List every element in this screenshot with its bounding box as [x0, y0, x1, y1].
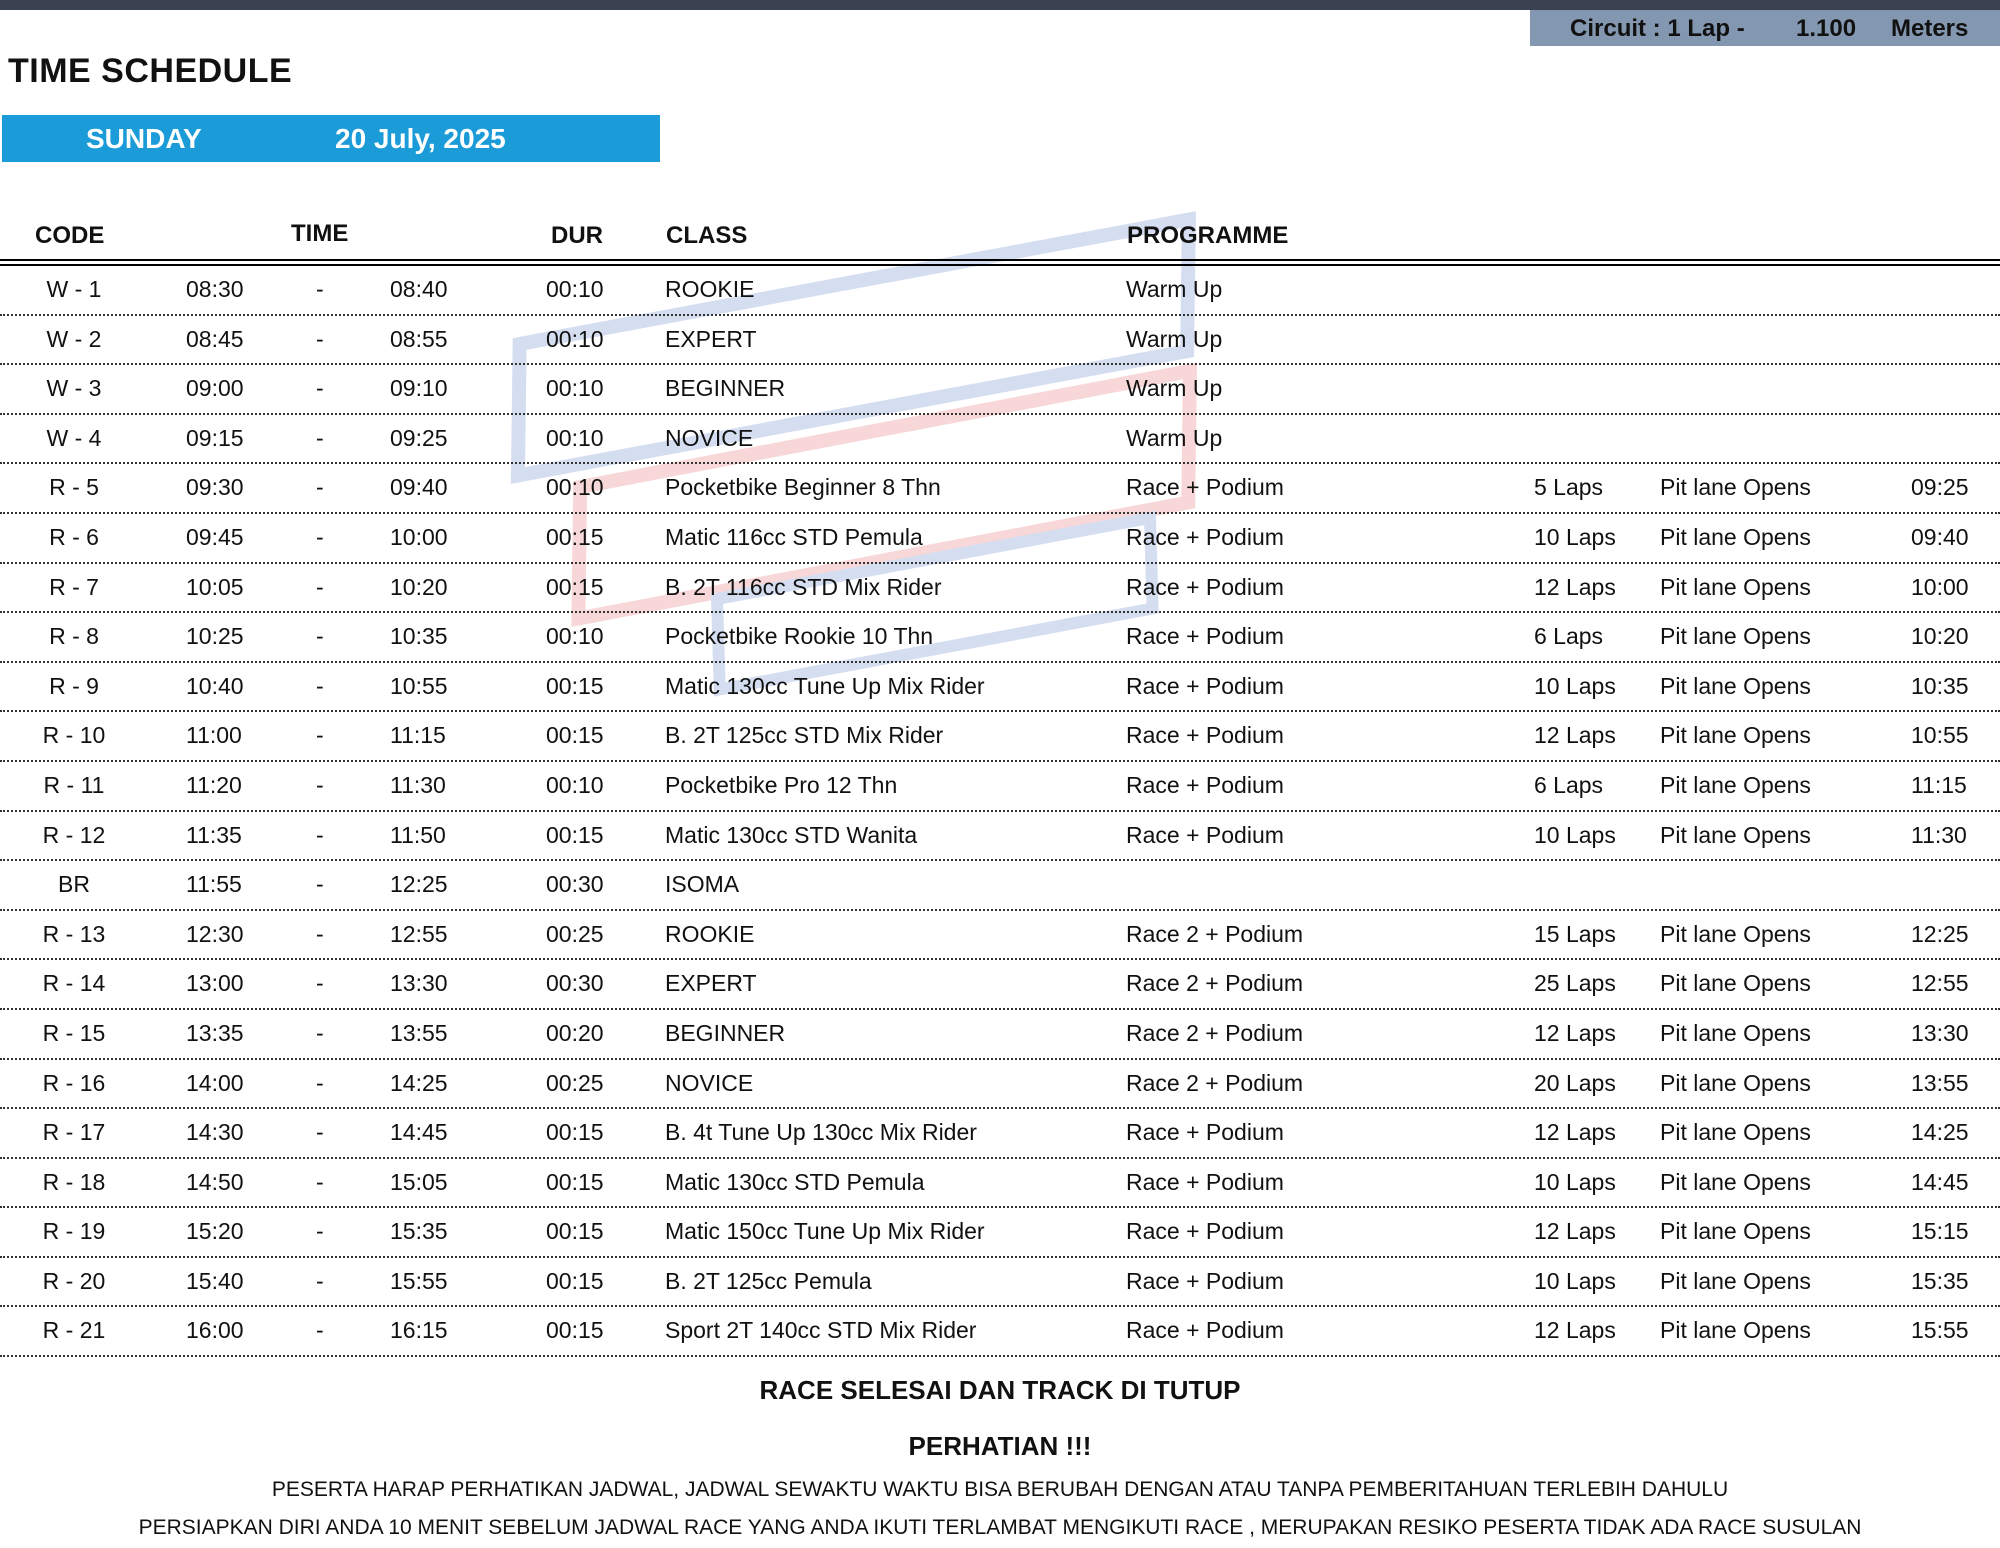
row-duration: 00:15: [546, 1218, 604, 1245]
row-programme: Warm Up: [1126, 424, 1223, 451]
row-class: BEGINNER: [665, 375, 786, 402]
row-pit-label: Pit lane Opens: [1660, 821, 1811, 848]
row-time-separator: -: [316, 375, 324, 402]
row-start-time: 09:30: [186, 474, 244, 501]
table-row: [0, 266, 2000, 316]
row-programme: Race 2 + Podium: [1126, 1069, 1304, 1096]
row-end-time: 15:35: [390, 1218, 448, 1245]
row-programme: Race 2 + Podium: [1126, 1019, 1304, 1046]
row-programme: Race + Podium: [1126, 672, 1284, 699]
row-end-time: 10:20: [390, 573, 448, 600]
row-laps: 25 Laps: [1534, 970, 1616, 997]
row-start-time: 11:00: [186, 722, 242, 749]
row-duration: 00:10: [546, 424, 604, 451]
row-class: ROOKIE: [665, 920, 755, 947]
row-duration: 00:30: [546, 871, 604, 898]
row-class: EXPERT: [665, 970, 757, 997]
row-pit-open-time: 11:30: [1911, 821, 1967, 848]
row-duration: 00:15: [546, 821, 604, 848]
row-laps: 10 Laps: [1534, 1168, 1616, 1195]
row-pit-label: Pit lane Opens: [1660, 1317, 1811, 1344]
row-duration: 00:20: [546, 1019, 604, 1046]
row-laps: 5 Laps: [1534, 474, 1604, 501]
row-programme: Race + Podium: [1126, 1218, 1284, 1245]
row-end-time: 13:55: [390, 1019, 448, 1046]
row-start-time: 14:50: [186, 1168, 244, 1195]
row-pit-label: Pit lane Opens: [1660, 1267, 1811, 1294]
row-class: Pocketbike Rookie 10 Thn: [665, 623, 934, 650]
row-code: R - 21: [42, 1317, 106, 1344]
row-class: Sport 2T 140cc STD Mix Rider: [665, 1317, 977, 1344]
row-end-time: 10:35: [390, 623, 448, 650]
row-pit-label: Pit lane Opens: [1660, 623, 1811, 650]
row-time-separator: -: [316, 1069, 324, 1096]
table-row: [0, 365, 2000, 415]
row-end-time: 14:45: [390, 1119, 448, 1146]
row-start-time: 08:45: [186, 325, 244, 352]
row-end-time: 16:15: [390, 1317, 448, 1344]
row-start-time: 15:40: [186, 1267, 244, 1294]
day-name: SUNDAY: [86, 123, 202, 154]
row-start-time: 13:35: [186, 1019, 244, 1046]
row-laps: 6 Laps: [1534, 771, 1604, 798]
row-code: R - 8: [49, 623, 99, 650]
row-duration: 00:25: [546, 1069, 604, 1096]
table-row: [0, 1010, 2000, 1060]
row-end-time: 11:50: [390, 821, 446, 848]
row-start-time: 12:30: [186, 920, 244, 947]
row-programme: Race 2 + Podium: [1126, 970, 1304, 997]
row-code: R - 5: [49, 474, 99, 501]
row-start-time: 15:20: [186, 1218, 244, 1245]
row-pit-open-time: 09:40: [1911, 523, 1969, 550]
row-code: R - 20: [42, 1267, 106, 1294]
row-duration: 00:15: [546, 1317, 604, 1344]
row-pit-open-time: 10:35: [1911, 672, 1969, 699]
row-end-time: 15:55: [390, 1267, 448, 1294]
row-duration: 00:15: [546, 672, 604, 699]
row-class: B. 2T 125cc Pemula: [665, 1267, 872, 1294]
row-laps: 12 Laps: [1534, 573, 1616, 600]
row-time-separator: -: [316, 1019, 324, 1046]
row-start-time: 09:45: [186, 523, 244, 550]
row-pit-open-time: 15:35: [1911, 1267, 1969, 1294]
row-class: B. 2T 116cc STD Mix Rider: [665, 573, 942, 600]
table-row: [0, 762, 2000, 812]
row-code: R - 19: [42, 1218, 106, 1245]
table-row: [0, 712, 2000, 762]
row-class: EXPERT: [665, 325, 757, 352]
row-duration: 00:10: [546, 375, 604, 402]
row-end-time: 09:10: [390, 375, 448, 402]
row-code: R - 6: [49, 523, 99, 550]
table-row: [0, 415, 2000, 465]
row-code: W - 2: [46, 325, 102, 352]
row-end-time: 09:40: [390, 474, 448, 501]
notice-line-1: PESERTA HARAP PERHATIKAN JADWAL, JADWAL SEWAKTU WAKTU BISA BERUBAH DENGAN ATAU TANPA PEMBERITAHUAN TERLEBIH DAHULU: [271, 1478, 1729, 1501]
row-pit-label: Pit lane Opens: [1660, 1119, 1811, 1146]
table-row: [0, 464, 2000, 514]
row-duration: 00:10: [546, 474, 604, 501]
row-programme: Race + Podium: [1126, 523, 1284, 550]
row-time-separator: -: [316, 821, 324, 848]
row-programme: Race + Podium: [1126, 1119, 1284, 1146]
row-laps: 12 Laps: [1534, 1119, 1616, 1146]
row-code: R - 15: [42, 1019, 106, 1046]
row-time-separator: -: [316, 1267, 324, 1294]
row-start-time: 16:00: [186, 1317, 244, 1344]
row-class: NOVICE: [665, 424, 754, 451]
table-row: [0, 812, 2000, 862]
row-end-time: 09:25: [390, 424, 448, 451]
row-programme: Race + Podium: [1126, 474, 1284, 501]
row-end-time: 10:00: [390, 523, 448, 550]
row-duration: 00:15: [546, 1119, 604, 1146]
row-laps: 15 Laps: [1534, 920, 1616, 947]
row-duration: 00:25: [546, 920, 604, 947]
row-code: R - 10: [42, 722, 106, 749]
row-programme: Race 2 + Podium: [1126, 920, 1304, 947]
row-programme: Race + Podium: [1126, 573, 1284, 600]
row-start-time: 14:00: [186, 1069, 244, 1096]
row-code: BR: [58, 871, 90, 898]
circuit-unit: Meters: [1891, 15, 1969, 42]
row-pit-label: Pit lane Opens: [1660, 1218, 1811, 1245]
row-time-separator: -: [316, 871, 324, 898]
row-time-separator: -: [316, 276, 324, 302]
row-end-time: 12:55: [390, 920, 448, 947]
row-programme: Warm Up: [1126, 276, 1223, 302]
row-pit-open-time: 10:20: [1911, 623, 1969, 650]
row-start-time: 10:40: [186, 672, 244, 699]
row-pit-open-time: 15:15: [1911, 1218, 1969, 1245]
row-duration: 00:15: [546, 722, 604, 749]
table-row: [0, 1208, 2000, 1258]
table-row: [0, 1258, 2000, 1308]
row-duration: 00:30: [546, 970, 604, 997]
day-date: 20 July, 2025: [335, 123, 506, 154]
row-time-separator: -: [316, 523, 324, 550]
row-time-separator: -: [316, 1218, 324, 1245]
row-end-time: 14:25: [390, 1069, 448, 1096]
row-duration: 00:10: [546, 771, 604, 798]
row-pit-label: Pit lane Opens: [1660, 1019, 1811, 1046]
row-laps: 20 Laps: [1534, 1069, 1616, 1096]
row-programme: Race + Podium: [1126, 1317, 1284, 1344]
row-duration: 00:15: [546, 523, 604, 550]
row-pit-label: Pit lane Opens: [1660, 1069, 1811, 1096]
row-programme: Race + Podium: [1126, 1267, 1284, 1294]
row-programme: Warm Up: [1126, 325, 1223, 352]
row-pit-label: Pit lane Opens: [1660, 722, 1811, 749]
row-laps: 12 Laps: [1534, 1218, 1616, 1245]
table-row: [0, 1060, 2000, 1110]
row-time-separator: -: [316, 1317, 324, 1344]
row-class: BEGINNER: [665, 1019, 786, 1046]
row-duration: 00:15: [546, 1168, 604, 1195]
row-pit-open-time: 10:55: [1911, 722, 1969, 749]
row-start-time: 09:15: [186, 424, 244, 451]
row-programme: Race + Podium: [1126, 623, 1284, 650]
row-start-time: 09:00: [186, 375, 244, 402]
row-time-separator: -: [316, 474, 324, 501]
row-class: Matic 116cc STD Pemula: [665, 523, 923, 550]
row-laps: 10 Laps: [1534, 523, 1616, 550]
row-start-time: 08:30: [186, 276, 244, 302]
attention-heading: PERHATIAN !!!: [908, 1431, 1092, 1461]
row-time-separator: -: [316, 920, 324, 947]
row-code: R - 18: [42, 1168, 106, 1195]
row-code: R - 11: [43, 771, 105, 798]
row-pit-open-time: 14:45: [1911, 1168, 1969, 1195]
row-start-time: 11:55: [186, 871, 242, 898]
row-end-time: 12:25: [390, 871, 448, 898]
table-row: [0, 613, 2000, 663]
table-row: [0, 861, 2000, 911]
row-pit-label: Pit lane Opens: [1660, 920, 1811, 947]
row-programme: Warm Up: [1126, 375, 1223, 402]
row-code: W - 3: [46, 375, 102, 402]
row-class: B. 4t Tune Up 130cc Mix Rider: [665, 1119, 977, 1146]
row-pit-label: Pit lane Opens: [1660, 573, 1811, 600]
row-laps: 10 Laps: [1534, 672, 1616, 699]
row-start-time: 11:20: [186, 771, 242, 798]
row-class: Pocketbike Beginner 8 Thn: [665, 474, 941, 501]
row-time-separator: -: [316, 970, 324, 997]
row-duration: 00:15: [546, 573, 604, 600]
row-class: Matic 150cc Tune Up Mix Rider: [665, 1218, 985, 1245]
row-pit-label: Pit lane Opens: [1660, 970, 1811, 997]
header-programme: PROGRAMME: [1127, 222, 1289, 249]
table-row: [0, 1109, 2000, 1159]
circuit-length: 1.100: [1796, 15, 1857, 42]
row-class: Matic 130cc STD Wanita: [665, 821, 918, 848]
header-code: CODE: [35, 222, 105, 249]
row-end-time: 13:30: [390, 970, 448, 997]
row-end-time: 15:05: [390, 1168, 448, 1195]
row-start-time: 13:00: [186, 970, 244, 997]
row-pit-open-time: 14:25: [1911, 1119, 1969, 1146]
row-pit-open-time: 11:15: [1911, 771, 1967, 798]
row-code: R - 14: [42, 970, 106, 997]
row-time-separator: -: [316, 1119, 324, 1146]
row-start-time: 11:35: [186, 821, 242, 848]
row-end-time: 08:55: [390, 325, 448, 352]
row-pit-open-time: 12:25: [1911, 920, 1969, 947]
closing-notice: RACE SELESAI DAN TRACK DI TUTUP: [759, 1375, 1241, 1405]
row-code: R - 13: [42, 920, 106, 947]
row-start-time: 14:30: [186, 1119, 244, 1146]
header-rule-top: [0, 259, 2000, 261]
row-pit-open-time: 12:55: [1911, 970, 1969, 997]
circuit-info-box: [1530, 10, 2000, 46]
row-end-time: 11:30: [390, 771, 446, 798]
row-programme: Race + Podium: [1126, 771, 1284, 798]
row-end-time: 08:40: [390, 276, 448, 302]
row-laps: 12 Laps: [1534, 1019, 1616, 1046]
row-laps: 10 Laps: [1534, 1267, 1616, 1294]
row-code: R - 16: [42, 1069, 106, 1096]
row-time-separator: -: [316, 623, 324, 650]
table-row: [0, 960, 2000, 1010]
row-pit-open-time: 13:55: [1911, 1069, 1969, 1096]
day-banner: [2, 115, 660, 162]
row-pit-label: Pit lane Opens: [1660, 771, 1811, 798]
row-class: ISOMA: [665, 871, 740, 898]
row-duration: 00:10: [546, 623, 604, 650]
row-start-time: 10:25: [186, 623, 244, 650]
table-row: [0, 1159, 2000, 1209]
row-pit-label: Pit lane Opens: [1660, 523, 1811, 550]
row-start-time: 10:05: [186, 573, 244, 600]
row-time-separator: -: [316, 771, 324, 798]
circuit-label: Circuit : 1 Lap -: [1570, 15, 1745, 42]
row-class: NOVICE: [665, 1069, 754, 1096]
row-class: B. 2T 125cc STD Mix Rider: [665, 722, 944, 749]
row-laps: 6 Laps: [1534, 623, 1604, 650]
table-row: [0, 316, 2000, 366]
row-class: Pocketbike Pro 12 Thn: [665, 771, 898, 798]
table-row: [0, 663, 2000, 713]
row-pit-open-time: 09:25: [1911, 474, 1969, 501]
row-programme: Race + Podium: [1126, 1168, 1284, 1195]
row-pit-label: Pit lane Opens: [1660, 474, 1811, 501]
row-code: W - 1: [46, 276, 102, 302]
row-end-time: 10:55: [390, 672, 448, 699]
row-time-separator: -: [316, 1168, 324, 1195]
row-class: ROOKIE: [665, 276, 755, 302]
row-duration: 00:10: [546, 325, 604, 352]
header-dur: DUR: [551, 222, 603, 249]
row-class: Matic 130cc STD Pemula: [665, 1168, 925, 1195]
row-code: R - 9: [49, 672, 99, 699]
row-duration: 00:15: [546, 1267, 604, 1294]
row-end-time: 11:15: [390, 722, 446, 749]
row-code: R - 17: [42, 1119, 106, 1146]
row-time-separator: -: [316, 424, 324, 451]
row-code: R - 12: [42, 821, 106, 848]
row-programme: Race + Podium: [1126, 821, 1284, 848]
row-pit-label: Pit lane Opens: [1660, 1168, 1811, 1195]
row-laps: 10 Laps: [1534, 821, 1616, 848]
row-pit-label: Pit lane Opens: [1660, 672, 1811, 699]
notice-line-2: PERSIAPKAN DIRI ANDA 10 MENIT SEBELUM JADWAL RACE YANG ANDA IKUTI TERLAMBAT MENGIKUTI RACE , MERUPAKAN RESIKO PESERTA TIDAK ADA RACE SUSULAN: [138, 1516, 1862, 1539]
row-pit-open-time: 15:55: [1911, 1317, 1969, 1344]
row-time-separator: -: [316, 722, 324, 749]
table-row: [0, 514, 2000, 564]
schedule-table: [0, 266, 2000, 1357]
row-pit-open-time: 10:00: [1911, 573, 1969, 600]
row-time-separator: -: [316, 325, 324, 352]
header-class: CLASS: [666, 222, 748, 249]
page-title: TIME SCHEDULE: [8, 52, 293, 90]
row-laps: 12 Laps: [1534, 1317, 1616, 1344]
row-time-separator: -: [316, 672, 324, 699]
row-laps: 12 Laps: [1534, 722, 1616, 749]
table-row: [0, 564, 2000, 614]
top-border: [0, 0, 2000, 10]
row-duration: 00:10: [546, 276, 604, 302]
row-pit-open-time: 13:30: [1911, 1019, 1969, 1046]
row-class: Matic 130cc Tune Up Mix Rider: [665, 672, 985, 699]
row-code: W - 4: [46, 424, 102, 451]
header-time: TIME: [291, 220, 349, 247]
row-time-separator: -: [316, 573, 324, 600]
row-code: R - 7: [49, 573, 99, 600]
row-programme: Race + Podium: [1126, 722, 1284, 749]
table-row: [0, 911, 2000, 961]
table-row: [0, 1307, 2000, 1357]
